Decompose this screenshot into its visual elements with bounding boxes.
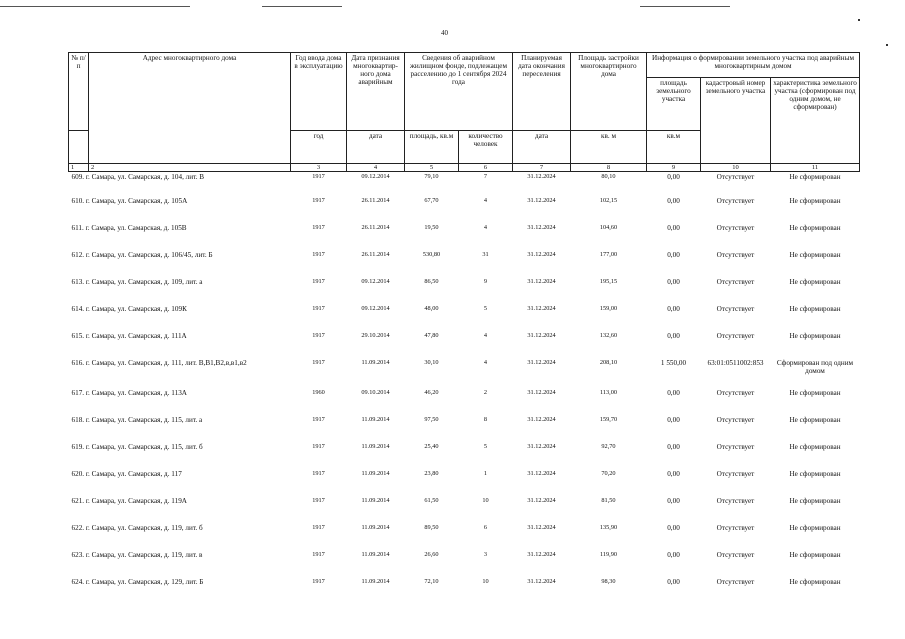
cell-address: 620. г. Самара, ул. Самарская, д. 117: [71, 470, 182, 478]
cell-address: 619. г. Самара, ул. Самарская, д. 115, лит. б: [71, 443, 203, 451]
cell-people: 7: [483, 173, 488, 180]
cell-land-area: 0,00: [667, 470, 680, 478]
table-row: [69, 303, 860, 330]
cell-cadastral: 63:01:0511002:853: [707, 359, 764, 367]
cell-address: 616. г. Самара, ул. Самарская, д. 111, лит. В,В1,В2,в,в1,в2: [71, 359, 247, 367]
cell-address: 611. г. Самара, ул. Самарская, д. 105В: [71, 224, 187, 232]
table-row: [69, 195, 860, 222]
cell-land-area: 1 550,00: [660, 359, 687, 367]
cell-date: 29.10.2014: [361, 332, 390, 339]
header-land-char: характеристика земельного участка (сформирован под одним домом, не сформирован): [771, 78, 860, 164]
unit-land-area: кв.м: [647, 131, 701, 164]
cell-people: 5: [483, 443, 488, 450]
cell-cadastral: Отсутствует: [716, 551, 755, 559]
cell-cadastral: Отсутствует: [716, 173, 755, 181]
column-index-8: 8: [571, 164, 647, 172]
cell-land-area: 0,00: [667, 524, 680, 532]
cell-date: 09.12.2014: [361, 278, 390, 285]
cell-people: 8: [483, 416, 488, 423]
cell-area: 67,70: [424, 197, 439, 204]
cell-land-char: Не сформирован: [789, 497, 841, 505]
cell-address: 624. г. Самара, ул. Самарская, д. 129, лит. Б: [71, 578, 204, 586]
table-row: [69, 495, 860, 522]
scan-artifact-line: [0, 6, 190, 7]
cell-build-area: 159,00: [599, 305, 618, 312]
cell-people: 10: [482, 497, 489, 504]
cell-year: 1917: [312, 278, 325, 285]
cell-address: 615. г. Самара, ул. Самарская, д. 111А: [71, 332, 187, 340]
cell-address: 623. г. Самара, ул. Самарская, д. 119, лит. в: [71, 551, 203, 559]
table-row: [69, 414, 860, 441]
cell-year: 1960: [312, 389, 325, 396]
cell-build-area: 98,30: [601, 578, 616, 585]
cell-land-char: Не сформирован: [789, 524, 841, 532]
column-index-9: 9: [647, 164, 701, 172]
cell-year: 1917: [312, 251, 325, 258]
cell-build-area: 135,90: [599, 524, 618, 531]
cell-land-area: 0,00: [667, 416, 680, 424]
cell-area: 47,80: [424, 332, 439, 339]
cell-land-char: Не сформирован: [789, 470, 841, 478]
cell-build-area: 80,10: [601, 173, 616, 180]
scan-artifact-dot: [858, 19, 860, 21]
table-row: [69, 576, 860, 603]
cell-area: 89,50: [424, 524, 439, 531]
cell-build-area: 81,50: [601, 497, 616, 504]
cell-land-area: 0,00: [667, 305, 680, 313]
cell-area: 97,50: [424, 416, 439, 423]
unit-build-area: кв. м: [571, 131, 647, 164]
cell-land-area: 0,00: [667, 551, 680, 559]
cell-land-char: Не сформирован: [789, 305, 841, 313]
cell-land-char: Не сформирован: [789, 551, 841, 559]
cell-land-area: 0,00: [667, 278, 680, 286]
cell-cadastral: Отсутствует: [716, 224, 755, 232]
cell-address: 617. г. Самара, ул. Самарская, д. 113А: [71, 389, 187, 397]
cell-area: 72,10: [424, 578, 439, 585]
cell-address: 614. г. Самара, ул. Самарская, д. 109К: [71, 305, 187, 313]
cell-area: 48,00: [424, 305, 439, 312]
unit-year: год: [291, 131, 347, 164]
cell-area: 23,80: [424, 470, 439, 477]
cell-year: 1917: [312, 332, 325, 339]
cell-land-char: Не сформирован: [789, 416, 841, 424]
cell-land-char: Сформирован под одним домом: [776, 359, 854, 376]
cell-planned: 31.12.2024: [527, 359, 556, 366]
cell-address: 610. г. Самара, ул. Самарская, д. 105А: [71, 197, 188, 205]
header-land-area: площадь земельного участка: [647, 78, 701, 131]
cell-cadastral: Отсутствует: [716, 497, 755, 505]
cell-people: 4: [483, 224, 488, 231]
table-row: [69, 549, 860, 576]
cell-year: 1917: [312, 524, 325, 531]
cell-land-char: Не сформирован: [789, 173, 841, 181]
table-row: [69, 330, 860, 357]
cell-planned: 31.12.2024: [527, 443, 556, 450]
cell-planned: 31.12.2024: [527, 551, 556, 558]
cell-planned: 31.12.2024: [527, 305, 556, 312]
table-row: [69, 276, 860, 303]
cell-land-char: Не сформирован: [789, 278, 841, 286]
header-cadastral: кадастровый номер земельного участка: [701, 78, 771, 164]
cell-land-area: 0,00: [667, 389, 680, 397]
cell-land-area: 0,00: [667, 332, 680, 340]
cell-address: 621. г. Самара, ул. Самарская, д. 119А: [71, 497, 187, 505]
cell-planned: 31.12.2024: [527, 173, 556, 180]
emergency-housing-table: [68, 52, 860, 603]
column-index-3: 3: [291, 164, 347, 172]
cell-planned: 31.12.2024: [527, 389, 556, 396]
cell-year: 1917: [312, 305, 325, 312]
table-row: [69, 249, 860, 276]
cell-area: 19,50: [424, 224, 439, 231]
unit-num-blank: [69, 131, 89, 164]
cell-land-char: Не сформирован: [789, 197, 841, 205]
cell-land-char: Не сформирован: [789, 578, 841, 586]
cell-planned: 31.12.2024: [527, 497, 556, 504]
header-year: Год ввода дома в эксплуатацию: [291, 53, 347, 131]
cell-planned: 31.12.2024: [527, 224, 556, 231]
cell-people: 4: [483, 359, 488, 366]
cell-planned: 31.12.2024: [527, 470, 556, 477]
cell-address: 618. г. Самара, ул. Самарская, д. 115, лит. а: [71, 416, 203, 424]
cell-build-area: 102,15: [599, 197, 618, 204]
cell-land-char: Не сформирован: [789, 332, 841, 340]
cell-people: 2: [483, 389, 488, 396]
cell-cadastral: Отсутствует: [716, 524, 755, 532]
table-row: [69, 441, 860, 468]
cell-date: 11.09.2014: [361, 551, 390, 558]
cell-area: 25,40: [424, 443, 439, 450]
column-index-11: 11: [771, 164, 860, 172]
cell-date: 26.11.2014: [361, 251, 390, 258]
cell-land-char: Не сформирован: [789, 443, 841, 451]
cell-build-area: 92,70: [601, 443, 616, 450]
cell-year: 1917: [312, 197, 325, 204]
cell-build-area: 195,15: [599, 278, 618, 285]
cell-planned: 31.12.2024: [527, 251, 556, 258]
cell-cadastral: Отсутствует: [716, 389, 755, 397]
cell-planned: 31.12.2024: [527, 524, 556, 531]
cell-year: 1917: [312, 578, 325, 585]
unit-date: дата: [347, 131, 405, 164]
cell-year: 1917: [312, 416, 325, 423]
cell-area: 530,80: [422, 251, 441, 258]
table-row: [69, 387, 860, 414]
cell-cadastral: Отсутствует: [716, 197, 755, 205]
cell-area: 79,10: [424, 173, 439, 180]
cell-date: 09.12.2014: [361, 305, 390, 312]
cell-year: 1917: [312, 551, 325, 558]
cell-area: 30,10: [424, 359, 439, 366]
cell-land-char: Не сформирован: [789, 224, 841, 232]
cell-people: 5: [483, 305, 488, 312]
cell-planned: 31.12.2024: [527, 578, 556, 585]
cell-date: 11.09.2014: [361, 578, 390, 585]
scan-artifact-line: [640, 6, 730, 7]
header-build-area: Площадь застройки многоквартирного дома: [571, 53, 647, 131]
cell-people: 31: [482, 251, 489, 258]
cell-cadastral: Отсутствует: [716, 305, 755, 313]
column-index-7: 7: [513, 164, 571, 172]
cell-cadastral: Отсутствует: [716, 578, 755, 586]
cell-cadastral: Отсутствует: [716, 332, 755, 340]
cell-people: 9: [483, 278, 488, 285]
cell-land-area: 0,00: [667, 224, 680, 232]
cell-people: 3: [483, 551, 488, 558]
header-recognition-date: Дата признания многоквартир-ного дома аварийным: [347, 53, 405, 131]
cell-date: 11.09.2014: [361, 443, 390, 450]
cell-land-area: 0,00: [667, 578, 680, 586]
cell-year: 1917: [312, 470, 325, 477]
cell-build-area: 177,00: [599, 251, 618, 258]
scan-artifact-line: [262, 6, 342, 7]
cell-area: 26,60: [424, 551, 439, 558]
cell-area: 46,20: [424, 389, 439, 396]
cell-cadastral: Отсутствует: [716, 278, 755, 286]
column-index-10: 10: [701, 164, 771, 172]
unit-area: площадь, кв.м: [405, 131, 459, 164]
column-index-6: 6: [459, 164, 513, 172]
cell-address: 613. г. Самара, ул. Самарская, д. 109, лит. а: [71, 278, 203, 286]
cell-people: 4: [483, 197, 488, 204]
cell-planned: 31.12.2024: [527, 197, 556, 204]
cell-land-area: 0,00: [667, 443, 680, 451]
cell-date: 11.09.2014: [361, 359, 390, 366]
cell-address: 612. г. Самара, ул. Самарская, д. 106/45, лит. Б: [71, 251, 213, 259]
table-row: [69, 222, 860, 249]
cell-date: 26.11.2014: [361, 224, 390, 231]
column-index-4: 4: [347, 164, 405, 172]
cell-year: 1917: [312, 443, 325, 450]
cell-build-area: 208,10: [599, 359, 618, 366]
cell-planned: 31.12.2024: [527, 332, 556, 339]
cell-date: 26.11.2014: [361, 197, 390, 204]
column-index-2: 2: [89, 164, 291, 172]
cell-area: 61,50: [424, 497, 439, 504]
cell-year: 1917: [312, 224, 325, 231]
cell-land-area: 0,00: [667, 497, 680, 505]
cell-people: 1: [483, 470, 488, 477]
cell-land-char: Не сформирован: [789, 389, 841, 397]
header-address: Адрес многоквартирного дома: [89, 53, 291, 164]
column-index-5: 5: [405, 164, 459, 172]
cell-date: 09.10.2014: [361, 389, 390, 396]
header-land-info: Информация о формировании земельного участка под аварийным многоквартирным домом: [647, 53, 860, 78]
cell-build-area: 70,20: [601, 470, 616, 477]
unit-planned: дата: [513, 131, 571, 164]
cell-address: 609. г. Самара, ул. Самарская, д. 104, лит. В: [71, 173, 205, 181]
cell-land-char: Не сформирован: [789, 251, 841, 259]
cell-year: 1917: [312, 359, 325, 366]
cell-build-area: 113,00: [599, 389, 618, 396]
cell-date: 11.09.2014: [361, 497, 390, 504]
cell-cadastral: Отсутствует: [716, 470, 755, 478]
unit-people: количество человек: [459, 131, 513, 164]
cell-date: 11.09.2014: [361, 524, 390, 531]
cell-build-area: 159,70: [599, 416, 618, 423]
cell-planned: 31.12.2024: [527, 278, 556, 285]
cell-cadastral: Отсутствует: [716, 443, 755, 451]
column-index-1: 1: [69, 164, 89, 172]
cell-build-area: 132,60: [599, 332, 618, 339]
cell-cadastral: Отсутствует: [716, 251, 755, 259]
table-row: [69, 468, 860, 495]
cell-address: 622. г. Самара, ул. Самарская, д. 119, лит. б: [71, 524, 203, 532]
header-emergency-info: Сведения об аварийном жилищном фонде, подлежащем расселению до 1 сентября 2024 года: [405, 53, 513, 131]
cell-planned: 31.12.2024: [527, 416, 556, 423]
cell-date: 11.09.2014: [361, 470, 390, 477]
cell-cadastral: Отсутствует: [716, 416, 755, 424]
cell-land-area: 0,00: [667, 251, 680, 259]
cell-build-area: 104,60: [599, 224, 618, 231]
cell-people: 4: [483, 332, 488, 339]
header-planned-date: Планируемая дата окончания переселения: [513, 53, 571, 131]
table-row: [69, 172, 860, 196]
cell-people: 10: [482, 578, 489, 585]
cell-area: 86,50: [424, 278, 439, 285]
cell-date: 11.09.2014: [361, 416, 390, 423]
cell-year: 1917: [312, 173, 325, 180]
cell-land-area: 0,00: [667, 173, 680, 181]
table-row: [69, 357, 860, 387]
cell-land-area: 0,00: [667, 197, 680, 205]
cell-date: 09.12.2014: [361, 173, 390, 180]
cell-year: 1917: [312, 497, 325, 504]
cell-build-area: 119,90: [599, 551, 618, 558]
cell-people: 6: [483, 524, 488, 531]
page-number: 40: [441, 29, 448, 37]
header-num: № п/п: [69, 53, 89, 131]
scan-artifact-dot: [886, 44, 888, 46]
table-row: [69, 522, 860, 549]
